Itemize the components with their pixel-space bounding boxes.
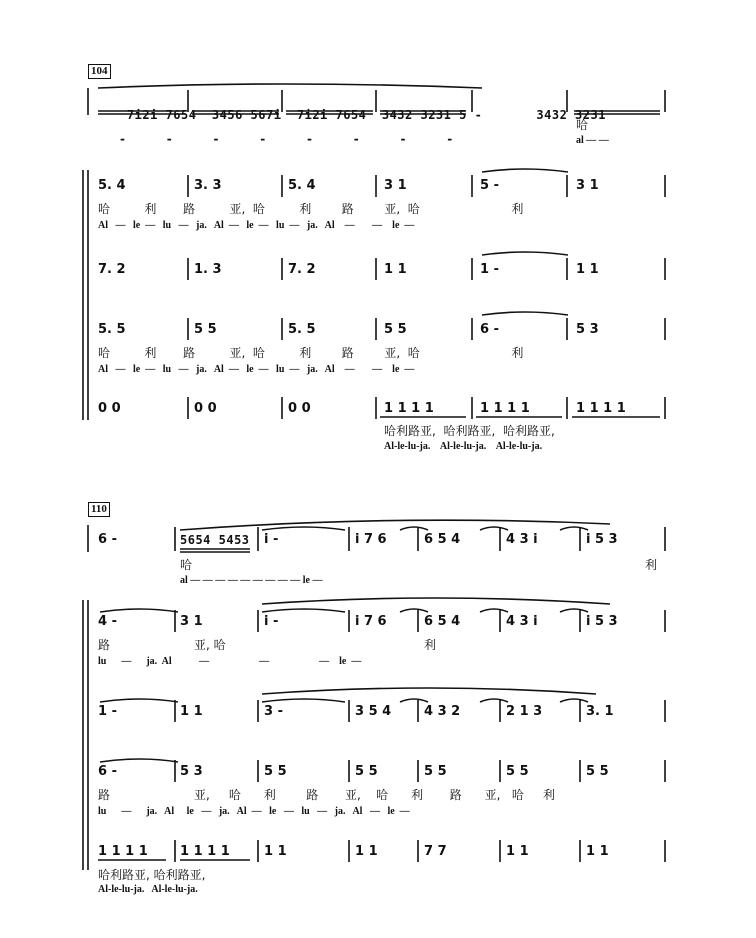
tenor-notes [264, 764, 287, 779]
note-group: 3432 3231 [536, 108, 606, 122]
soprano-notes [424, 614, 460, 629]
soprano-notes [180, 614, 203, 629]
tenor-lyric-cn [98, 344, 523, 361]
lyric-syllable: 亚, [384, 346, 401, 360]
note-group: 5 5 [384, 322, 407, 337]
soprano-lyric-lat: lu — ja. Al — — — le — [98, 656, 362, 667]
note-group: 5 5 [355, 764, 378, 779]
alto-notes [576, 262, 599, 277]
bass-notes [264, 844, 287, 859]
lyric-syllable: 路 [341, 202, 354, 216]
alto-notes [288, 262, 316, 277]
note-group: 3. 3 [194, 178, 222, 193]
lyric-syllable: 利 [423, 638, 436, 652]
note-group: 1 1 [506, 844, 529, 859]
soprano-notes [288, 178, 316, 193]
bass-lyric-lat [384, 441, 542, 452]
note-group: 5 5 [586, 764, 609, 779]
lyric-syllable: Al-le-lu-ja. [439, 441, 487, 452]
note-group: 3. 1 [586, 704, 614, 719]
lyric-syllable: 哈 [98, 346, 111, 360]
bass-notes [288, 401, 311, 416]
note-group: 5 5 [506, 764, 529, 779]
note-group: 1 1 [576, 262, 599, 277]
bass-notes [480, 401, 530, 416]
soprano-notes [586, 614, 618, 629]
soprano-solo-notes [180, 533, 250, 547]
note-group: 1 - [98, 704, 117, 719]
note-group: i 7 6 [355, 614, 387, 629]
lyric-syllable: 亚, [193, 638, 210, 652]
lyric-syllable: 路 [183, 346, 196, 360]
lyric-syllable: 哈 [407, 346, 420, 360]
alto-notes [355, 704, 391, 719]
alto-notes [98, 262, 126, 277]
lyric-syllable: Al-le-lu-ja. [384, 441, 431, 452]
lyric-syllable: 亚, [345, 788, 361, 802]
lyric-syllable: 哈利路亚, [502, 424, 555, 438]
lyric-syllable: 亚, [384, 202, 401, 216]
soprano-solo-notes [586, 532, 618, 547]
lyric-cn: 利 [645, 558, 658, 572]
lyric-syllable: 路 [183, 202, 196, 216]
tenor-notes [384, 322, 407, 337]
alto-notes [480, 262, 499, 277]
note-group: 1 1 [586, 844, 609, 859]
soprano-solo-notes [424, 532, 460, 547]
note-group: 1 1 [355, 844, 378, 859]
lyric-syllable: 路 [341, 346, 354, 360]
soprano-lyric-lat: Al — le — lu — ja. Al — le — lu — ja. Al — — le — [98, 220, 415, 231]
lyric-syllable: 路 [449, 788, 462, 802]
note-group: 2 1 3 [506, 704, 543, 719]
lyric-syllable: 哈利路亚, [384, 424, 436, 438]
note-group: 4 3 i [506, 532, 538, 547]
note-group: 6 - [98, 532, 117, 547]
lyric-syllable: 利 [299, 346, 312, 360]
lyric-syllable: 亚, [193, 788, 210, 802]
lyric-syllable: 哈 [407, 202, 420, 216]
lyric-syllable: 哈利路亚, [153, 868, 206, 882]
lyric-syllable: 路 [98, 788, 111, 802]
lyric-syllable: 哈利路亚, [443, 424, 496, 438]
lyric-syllable: 哈 [98, 202, 111, 216]
lyric-syllable: Al-le-lu-ja. [98, 884, 145, 895]
note-group: 4 - [98, 614, 117, 629]
note-group: 0 0 [98, 401, 121, 416]
note-group: 3 5 4 [355, 704, 392, 719]
lyric-syllable: 亚, [229, 346, 246, 360]
lyric-dashes: - - - - - - - - [120, 132, 453, 146]
note-group: 7. 2 [98, 262, 126, 277]
soprano-notes [480, 178, 499, 193]
note-group: 1 1 [264, 844, 287, 859]
lyric-syllable: 哈 [376, 788, 389, 802]
note-group: 5. 4 [288, 178, 316, 193]
alto-notes [180, 704, 203, 719]
tenor-notes [576, 322, 599, 337]
bass-notes [98, 844, 148, 859]
note-group: 1 1 1 1 [576, 401, 626, 416]
lyric-syllable: 利 [144, 202, 157, 216]
soprano-lyric-cn [98, 636, 436, 653]
note-group: 1 1 1 1 [480, 401, 530, 416]
alto-notes [264, 704, 283, 719]
tenor-notes [424, 764, 447, 779]
note-group: 3 1 [180, 614, 203, 629]
tenor-notes [98, 322, 126, 337]
note-group: 5. 5 [98, 322, 126, 337]
lyric-syllable: 利 [511, 202, 524, 216]
lyric-syllable: 哈 [213, 638, 226, 652]
lyric-cn: 哈 [180, 558, 193, 572]
alto-notes [586, 704, 614, 719]
bass-notes [576, 401, 626, 416]
bass-notes [586, 844, 609, 859]
lyric-syllable: 利 [411, 788, 424, 802]
soprano-notes [98, 614, 117, 629]
note-group: 3456 567i [211, 108, 282, 122]
note-group: 5654 5453 [180, 533, 250, 547]
soprano-notes [576, 178, 599, 193]
note-group: 3432 3231 [381, 108, 452, 122]
note-group: 7. 2 [288, 262, 316, 277]
bass-lyric-cn [98, 866, 205, 883]
measure-number: 104 [88, 64, 111, 79]
note-group: 4 3 2 [424, 704, 461, 719]
note-group: 5 5 [264, 764, 287, 779]
tenor-notes [98, 764, 117, 779]
lyric-syllable: 利 [263, 788, 276, 802]
note-group: 5 5 [424, 764, 447, 779]
lyric-syllable: 哈 [252, 202, 265, 216]
soprano-lyric-cn [98, 200, 523, 217]
bass-notes [180, 844, 230, 859]
bass-notes [194, 401, 217, 416]
note-group: 1 1 1 1 [384, 401, 434, 416]
note-group: 6 - [98, 764, 117, 779]
alto-notes [384, 262, 407, 277]
note-group: 1 1 [384, 262, 407, 277]
tenor-notes [288, 322, 316, 337]
bass-lyric-cn [384, 422, 555, 439]
lyric-syllable: 亚, [229, 202, 246, 216]
note-group: 6 5 4 [424, 614, 461, 629]
note-group: 6 - [480, 322, 499, 337]
lyric-lat: al — — [576, 135, 609, 146]
soprano-solo-notes [355, 532, 387, 547]
note-group: 7 7 [424, 844, 447, 859]
note-group: 3 - [264, 704, 283, 719]
lyric-syllable: 哈 [228, 788, 241, 802]
note-group: 0 0 [194, 401, 217, 416]
measure-number: 110 [88, 502, 110, 517]
lyric-syllable: 路 [306, 788, 319, 802]
bass-notes [384, 401, 434, 416]
tenor-notes [355, 764, 378, 779]
soprano-notes [506, 614, 538, 629]
tenor-notes [506, 764, 529, 779]
alto-notes [98, 704, 117, 719]
note-group: 5 - [480, 178, 499, 193]
lyric-syllable: 利 [543, 788, 556, 802]
soprano-notes [98, 178, 126, 193]
note-group: 1. 3 [194, 262, 222, 277]
tenor-notes [180, 764, 203, 779]
note-group: i 5 3 [586, 532, 618, 547]
lyric-cn: 哈 [576, 118, 589, 132]
note-group: 1 1 1 1 [180, 844, 230, 859]
note-group: 4 3 i [506, 614, 538, 629]
lyric-syllable: 哈利路亚, [98, 868, 150, 882]
bass-notes [98, 401, 121, 416]
lyric-syllable: 哈 [511, 788, 524, 802]
note-group: 5. 4 [98, 178, 126, 193]
note-group: i - [264, 614, 279, 629]
note-group: 3 1 [576, 178, 599, 193]
note-group: 5 3 [576, 322, 599, 337]
soprano-solo-notes [96, 94, 606, 136]
lyric-syllable: 利 [511, 346, 524, 360]
note-group: 7i2i 7654 [296, 108, 367, 122]
soprano-solo-notes [98, 532, 117, 547]
lyric-syllable: 利 [299, 202, 312, 216]
note-group: 7i2i 7654 [126, 108, 197, 122]
alto-notes [194, 262, 222, 277]
alto-notes [506, 704, 542, 719]
note-group: 6 5 4 [424, 532, 461, 547]
soprano-notes [355, 614, 387, 629]
lyric-syllable: 哈 [252, 346, 265, 360]
tenor-lyric-lat: lu — ja. Al le — ja. Al — le — lu — ja. Al — le — [98, 806, 410, 817]
tenor-lyric-cn [98, 786, 555, 803]
soprano-notes [384, 178, 407, 193]
soprano-notes [194, 178, 222, 193]
tenor-notes [586, 764, 609, 779]
note-group: 5 5 [194, 322, 217, 337]
alto-notes [424, 704, 460, 719]
soprano-solo-notes [506, 532, 538, 547]
bass-lyric-lat [98, 884, 198, 895]
soprano-notes [264, 614, 278, 629]
lyric-syllable: 路 [98, 638, 111, 652]
lyric-syllable: Al-le-lu-ja. [495, 441, 543, 452]
bass-notes [506, 844, 529, 859]
note-group: 3 1 [384, 178, 407, 193]
note-group: 5. 5 [288, 322, 316, 337]
bass-notes [355, 844, 378, 859]
note-group: 5 - [459, 108, 483, 122]
note-group: i 7 6 [355, 532, 387, 547]
lyric-syllable: 亚, [484, 788, 501, 802]
tenor-lyric-lat: Al — le — lu — ja. Al — le — lu — ja. Al — — le — [98, 364, 415, 375]
lyric-syllable: 利 [144, 346, 157, 360]
note-group: 5 3 [180, 764, 203, 779]
tenor-notes [480, 322, 499, 337]
note-group: i - [264, 532, 279, 547]
note-group: 1 1 [180, 704, 203, 719]
bass-notes [424, 844, 447, 859]
lyric-syllable: Al-le-lu-ja. [151, 884, 198, 895]
note-group: 1 - [480, 262, 499, 277]
note-group: 0 0 [288, 401, 311, 416]
lyric-lat: al — — — — — — — — — le — [180, 575, 323, 586]
note-group: 1 1 1 1 [98, 844, 148, 859]
note-group: i 5 3 [586, 614, 618, 629]
tenor-notes [194, 322, 217, 337]
soprano-solo-notes [264, 532, 278, 547]
